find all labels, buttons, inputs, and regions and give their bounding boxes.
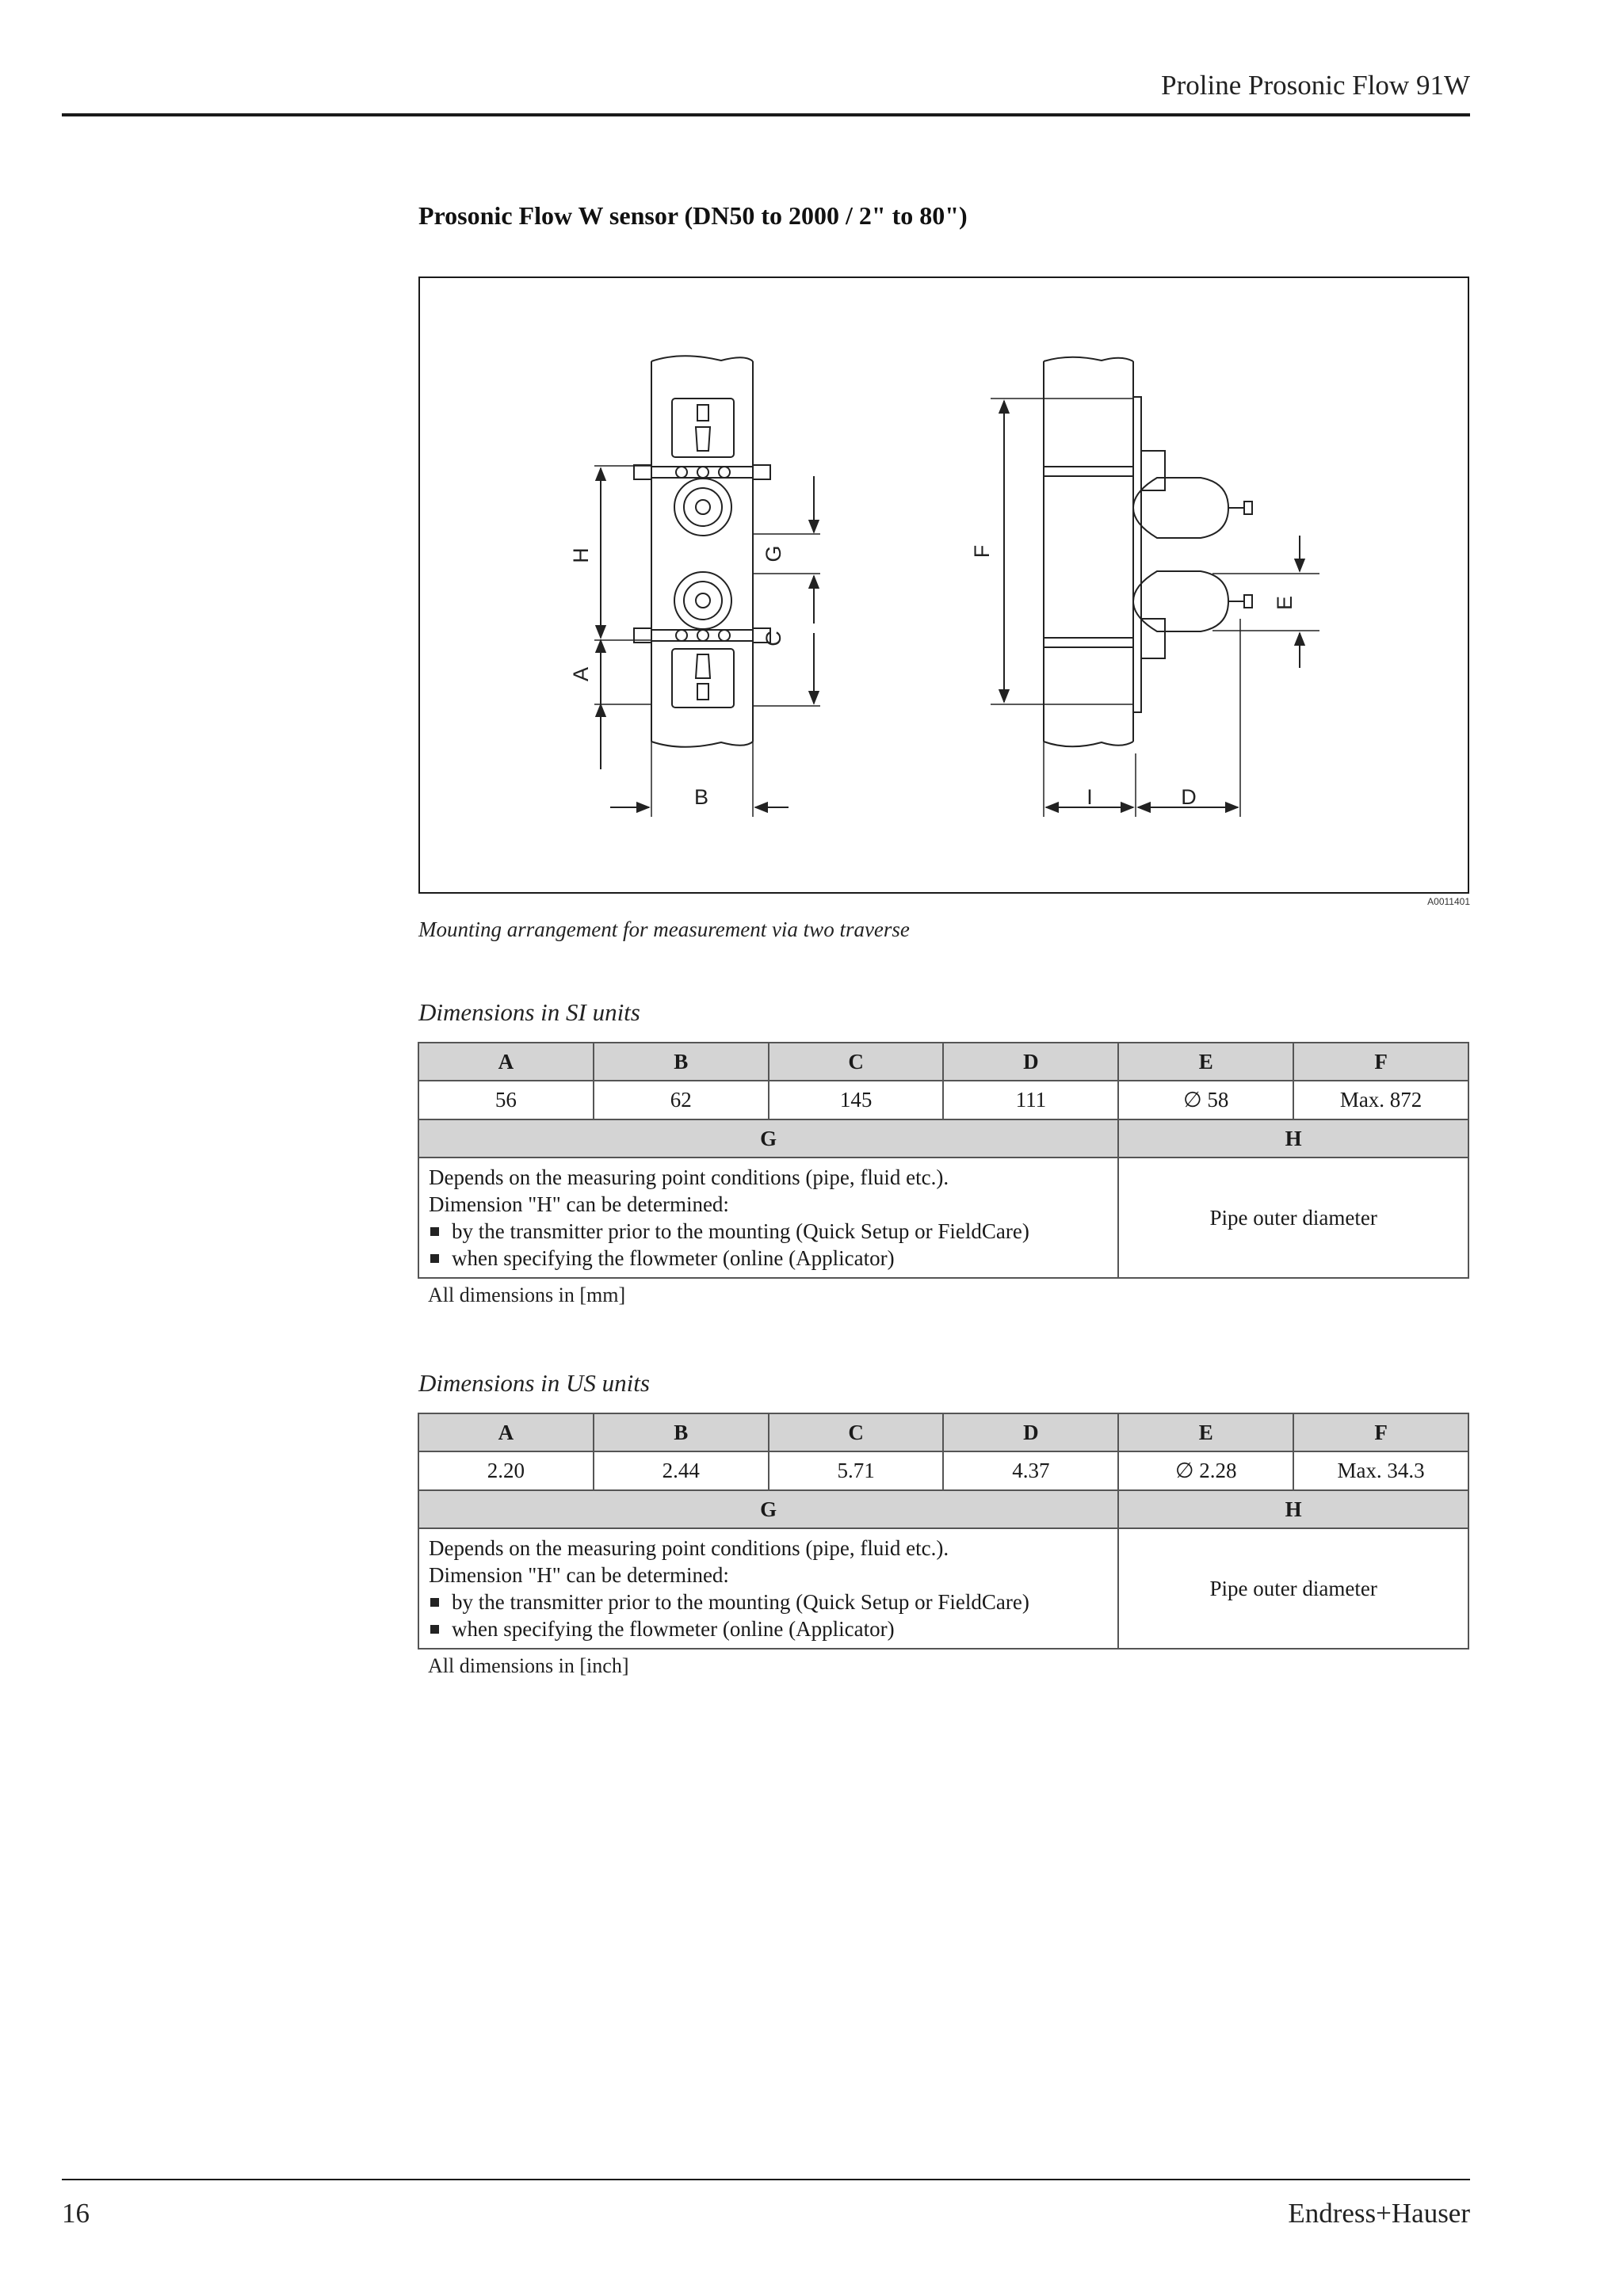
us-dimensions-table — [418, 1413, 1469, 1650]
col-header: B — [594, 1413, 769, 1451]
page-number: 16 — [62, 2198, 90, 2229]
bullet-icon — [430, 1625, 439, 1634]
h-value: Pipe outer diameter — [1118, 1528, 1468, 1649]
col-header: D — [943, 1043, 1118, 1081]
bullet-item — [429, 1615, 1108, 1642]
col-header-g: G — [418, 1490, 1118, 1528]
col-header-h: H — [1118, 1119, 1468, 1158]
si-table-note: All dimensions in [mm] — [428, 1283, 626, 1306]
dim-label-e: E — [1273, 595, 1296, 611]
table-cell: 145 — [769, 1081, 944, 1119]
col-header-h: H — [1118, 1490, 1468, 1528]
h-value: Pipe outer diameter — [1118, 1158, 1468, 1278]
col-header: E — [1118, 1043, 1293, 1081]
bullet-icon — [430, 1227, 439, 1236]
table-cell: ∅ 58 — [1118, 1081, 1293, 1119]
table-header-row — [418, 1413, 1468, 1451]
col-header-g: G — [418, 1119, 1118, 1158]
footer-brand: Endress+Hauser — [1288, 2198, 1470, 2229]
dim-label-a: A — [569, 666, 593, 682]
table-cell: 2.44 — [594, 1451, 769, 1490]
dim-label-i: I — [1086, 785, 1093, 809]
bullet-item — [429, 1589, 1108, 1615]
dim-label-d: D — [1181, 785, 1197, 809]
us-table-note: All dimensions in [inch] — [428, 1654, 629, 1677]
table-cell: 111 — [943, 1081, 1118, 1119]
bullet-item — [429, 1218, 1108, 1245]
dim-label-g: G — [762, 545, 785, 563]
g-description-line: Dimension "H" can be determined: — [429, 1563, 729, 1587]
table-row — [418, 1528, 1468, 1649]
bullet-item — [429, 1245, 1108, 1272]
col-header: F — [1293, 1413, 1468, 1451]
mounting-drawing — [420, 278, 1471, 895]
table-cell: 56 — [418, 1081, 594, 1119]
g-description-line: Depends on the measuring point conditions (pipe, fluid etc.). — [429, 1165, 949, 1189]
g-description — [418, 1528, 1118, 1649]
figure-caption: Mounting arrangement for measurement via two traverse — [418, 917, 910, 941]
dim-label-f: F — [970, 544, 994, 559]
us-table-heading: Dimensions in US units — [418, 1369, 650, 1397]
col-header: B — [594, 1043, 769, 1081]
dim-label-c: C — [762, 631, 785, 646]
g-description-line: Depends on the measuring point conditions (pipe, fluid etc.). — [429, 1536, 949, 1560]
mounting-figure — [418, 277, 1469, 894]
si-table-heading: Dimensions in SI units — [418, 998, 640, 1026]
g-description-line: Dimension "H" can be determined: — [429, 1192, 729, 1216]
col-header: C — [769, 1413, 944, 1451]
table-cell: Max. 872 — [1293, 1081, 1468, 1119]
figure-code: A0011401 — [1427, 896, 1470, 907]
table-cell: Max. 34.3 — [1293, 1451, 1468, 1490]
bullet-text: by the transmitter prior to the mounting (Quick Setup or FieldCare) — [452, 1219, 1029, 1243]
table-row — [418, 1081, 1468, 1119]
header-title: Proline Prosonic Flow 91W — [1161, 70, 1470, 101]
col-header: A — [418, 1413, 594, 1451]
si-dimensions-table — [418, 1042, 1469, 1279]
col-header: F — [1293, 1043, 1468, 1081]
g-description — [418, 1158, 1118, 1278]
table-header-row — [418, 1043, 1468, 1081]
col-header: A — [418, 1043, 594, 1081]
bullet-icon — [430, 1598, 439, 1607]
table-cell: 4.37 — [943, 1451, 1118, 1490]
table-header-row — [418, 1119, 1468, 1158]
table-header-row — [418, 1490, 1468, 1528]
table-row — [418, 1158, 1468, 1278]
table-cell: 2.20 — [418, 1451, 594, 1490]
table-cell: ∅ 2.28 — [1118, 1451, 1293, 1490]
footer-rule — [62, 2179, 1470, 2180]
dim-label-h: H — [569, 547, 593, 563]
bullet-icon — [430, 1254, 439, 1263]
dim-label-b: B — [693, 785, 709, 809]
bullet-text: when specifying the flowmeter (online (Applicator) — [452, 1617, 895, 1641]
col-header: D — [943, 1413, 1118, 1451]
bullet-text: when specifying the flowmeter (online (Applicator) — [452, 1246, 895, 1270]
col-header: C — [769, 1043, 944, 1081]
bullet-text: by the transmitter prior to the mounting (Quick Setup or FieldCare) — [452, 1590, 1029, 1614]
table-cell: 62 — [594, 1081, 769, 1119]
table-row — [418, 1451, 1468, 1490]
table-cell: 5.71 — [769, 1451, 944, 1490]
header-rule — [62, 113, 1470, 116]
col-header: E — [1118, 1413, 1293, 1451]
section-title: Prosonic Flow W sensor (DN50 to 2000 / 2" to 80") — [418, 201, 968, 230]
